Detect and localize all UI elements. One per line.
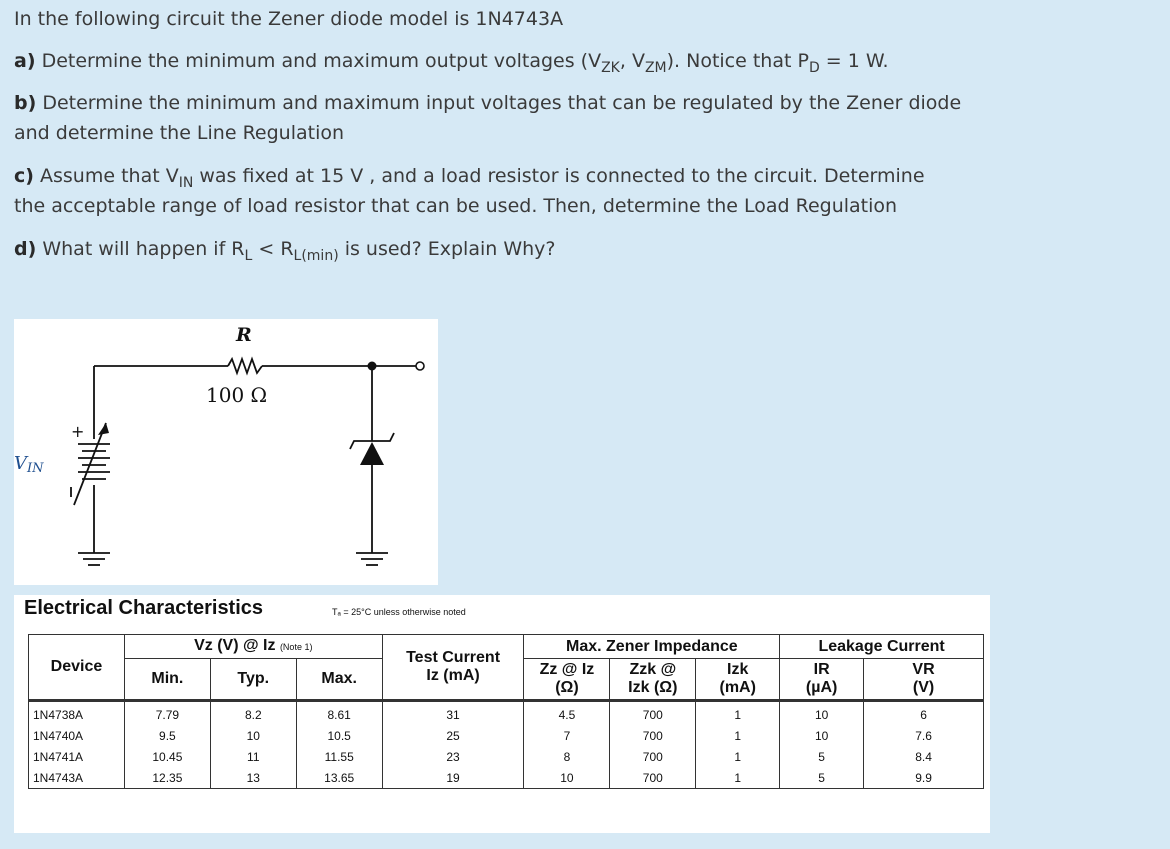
output-terminal [416,362,424,370]
question-b-label: b) [14,92,37,114]
header-min: Min. [124,659,210,701]
header-typ: Typ. [210,659,296,701]
problem-intro: In the following circuit the Zener diode model is 1N4743A [14,8,564,30]
header-zzk: Zzk @ Izk (Ω) [610,659,696,701]
table-row: 1N4741A 10.45 11 11.55 23 8 700 1 5 8.4 [29,746,984,767]
question-c-label: c) [14,165,34,187]
resistor-zigzag [228,359,262,373]
question-b: b) Determine the minimum and maximum input voltages that can be regulated by the Zener diode and determine the Line Regulation [14,92,962,144]
zener-circuit-diagram [14,319,438,585]
table-title: Electrical Characteristics [24,597,264,619]
resistor-label: R [236,324,252,346]
header-max: Max. [296,659,382,701]
plus-sign: + [71,422,85,441]
table-note: Tₐ = 25°C unless otherwise noted [332,607,466,617]
header-device: Device [29,635,125,701]
header-impedance-group: Max. Zener Impedance [524,635,780,659]
electrical-characteristics-panel [14,595,990,833]
header-vz-group: Vz (V) @ Iz (Note 1) [124,635,382,659]
table-row: 1N4740A 9.5 10 10.5 25 7 700 1 10 7.6 [29,725,984,746]
variable-arrow-head [98,423,109,435]
header-test-current: Test Current Iz (mA) [382,635,524,701]
question-a: a) Determine the minimum and maximum output voltages ($V_{ZK}$, $V_{ZM}$). Notice that $P_D = 1$ W. [14,50,889,76]
header-vr: VR (V) [864,659,984,701]
junction-node [368,362,377,371]
table-row: 1N4738A 7.79 8.2 8.61 31 4.5 700 1 10 6 [29,701,984,726]
vin-label: VIN [14,453,44,476]
zener-diode-triangle [360,442,384,465]
header-zz: Zz @ Iz (Ω) [524,659,610,701]
header-leakage-group: Leakage Current [780,635,984,659]
circuit-schematic [14,319,438,585]
question-d: d) What will happen if $R_L < R_{L(min)}$ is used? Explain Why? [14,238,556,264]
question-c: c) Assume that $V_{IN}$ was fixed at 15 V , and a load resistor is connected to the circuit. Determine the acceptable range of load resistor that can be used. Then, determine the Load Regulation [14,165,925,217]
table-row: 1N4743A 12.35 13 13.65 19 10 700 1 5 9.9 [29,767,984,789]
question-a-label: a) [14,50,36,72]
header-ir: IR (µA) [780,659,864,701]
question-d-label: d) [14,238,37,260]
electrical-characteristics-table [28,634,984,789]
resistor-value: 100 Ω [206,383,268,407]
header-izk: Izk (mA) [696,659,780,701]
